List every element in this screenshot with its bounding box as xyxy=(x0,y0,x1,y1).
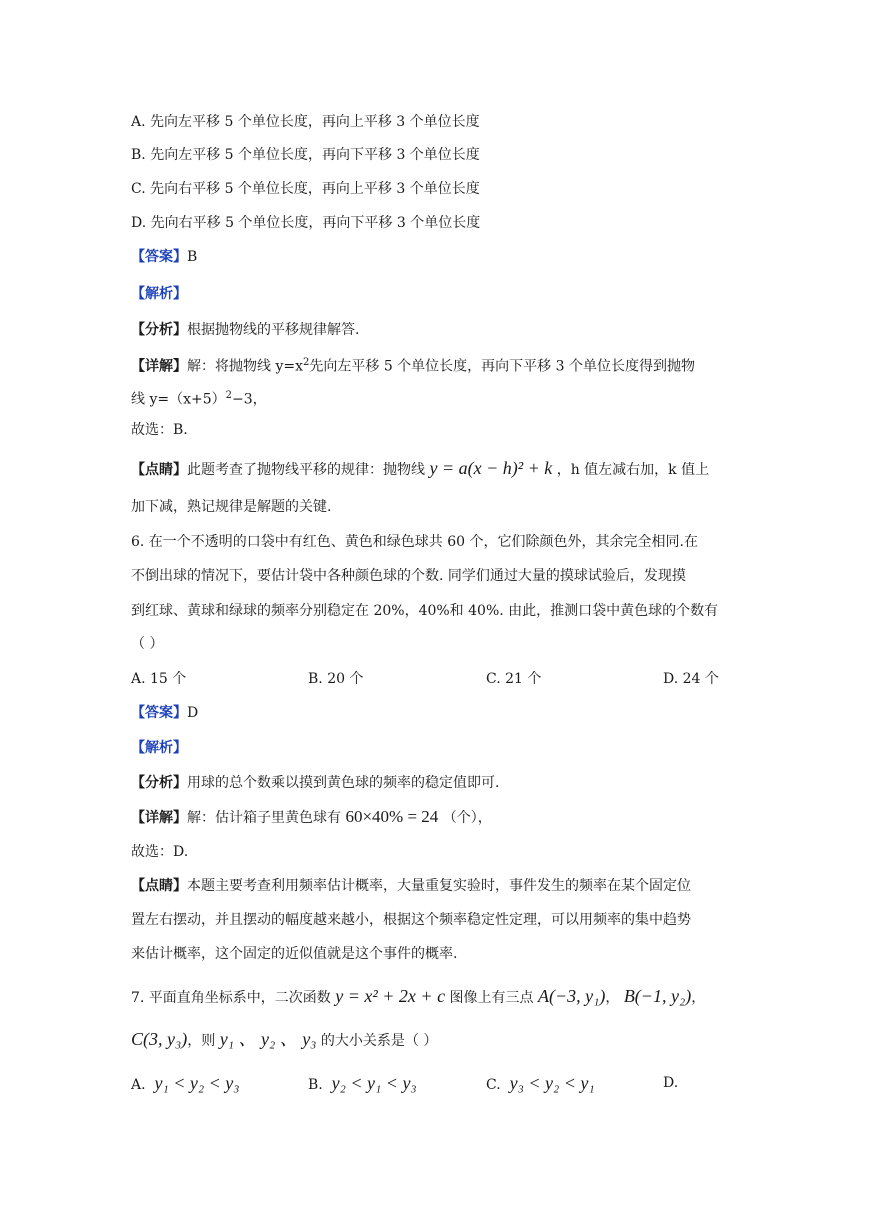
q7-comma-1: ， xyxy=(605,990,620,1006)
q5-option-d: D. 先向右平移 5 个单位长度，再向下平移 3 个单位长度 xyxy=(131,215,481,231)
q7-comma-2: ， xyxy=(691,990,706,1006)
q7-option-c-label: C. xyxy=(486,1077,501,1093)
q6-stem-3: 到红球、黄球和绿球的频率分别稳定在 20%，40%和 40%. 由此，推测口袋中黄色球的个数有 xyxy=(131,603,719,619)
q6-dianjing-3: 来估计概率，这个固定的近似值就是这个事件的概率. xyxy=(131,946,458,962)
q7-option-d-label: D. xyxy=(663,1075,679,1091)
q5-fenxi xyxy=(131,320,359,340)
xiangjie-text-b: （个）， xyxy=(442,810,492,826)
xiangjie-tag: 【详解】 xyxy=(131,358,187,375)
answer-value: D xyxy=(187,705,199,721)
q7-option-d xyxy=(663,1073,678,1093)
q7-option-c xyxy=(486,1073,595,1095)
q7-option-b-math: y₂ < y₁ < y₃ xyxy=(331,1073,417,1093)
q5-dianjing-cont: 加下减，熟记规律是解题的关键. xyxy=(131,499,332,515)
xiangjie-sup-a: 2 xyxy=(303,357,310,368)
q6-choose: 故选：D. xyxy=(131,844,189,860)
dianjing-formula: y = a(x − h)² + k xyxy=(429,458,553,478)
q7-stem-1b: 图像上有三点 xyxy=(449,990,534,1006)
q7-point-b: B(−1, y₂) xyxy=(623,986,692,1006)
q6-answer xyxy=(131,703,198,723)
xiangjie-text-d: −3， xyxy=(232,391,267,408)
q5-dianjing xyxy=(131,458,709,480)
xiangjie-text-a: 解：估计箱子里黄色球有 xyxy=(187,810,341,826)
q7-stem-2a: ，则 xyxy=(187,1033,216,1049)
q6-analysis-heading xyxy=(131,738,187,758)
q5-analysis-heading xyxy=(131,284,187,304)
dianjing-tag: 【点睛】 xyxy=(131,878,187,894)
q6-option-d: D. 24 个 xyxy=(663,671,719,687)
fenxi-text: 用球的总个数乘以摸到黄色球的频率的稳定值即可. xyxy=(187,775,500,791)
q7-option-a xyxy=(131,1073,240,1095)
q7-function: y = x² + 2x + c xyxy=(335,986,446,1006)
fenxi-text: 根据抛物线的平移规律解答. xyxy=(187,322,360,338)
q6-stem-4: （ ） xyxy=(131,636,164,652)
q6-stem-2: 不倒出球的情况下，要估计袋中各种颜色球的个数. 同学们通过大量的摸球试验后，发现摸 xyxy=(131,568,686,584)
q5-option-b: B. 先向左平移 5 个单位长度，再向下平移 3 个单位长度 xyxy=(131,147,480,163)
q6-option-c: C. 21 个 xyxy=(486,671,542,687)
q6-stem-1: 6. 在一个不透明的口袋中有红色、黄色和绿色球共 60 个，它们除颜色外，其余完全相同.在 xyxy=(131,534,698,550)
q7-stem-1 xyxy=(131,986,705,1008)
q7-stem-2 xyxy=(131,1029,437,1051)
dianjing-tag: 【点睛】 xyxy=(131,462,187,478)
q7-option-b xyxy=(308,1073,417,1095)
xiangjie-text-a: 解：将抛物线 y=x xyxy=(187,358,303,375)
analysis-tag: 【解析】 xyxy=(131,740,187,756)
xiangjie-formula: 60×40% = 24 xyxy=(345,807,439,826)
q7-option-a-label: A. xyxy=(131,1077,146,1093)
q7-option-c-math: y₃ < y₂ < y₁ xyxy=(509,1073,595,1093)
dianjing-text-a: 此题考查了抛物线平移的规律：抛物线 xyxy=(187,462,425,478)
analysis-tag: 【解析】 xyxy=(131,286,187,302)
q5-choose: 故选：B. xyxy=(131,422,188,438)
answer-tag: 【答案】 xyxy=(131,705,187,721)
answer-tag: 【答案】 xyxy=(131,249,187,265)
q5-option-c: C. 先向右平移 5 个单位长度，再向上平移 3 个单位长度 xyxy=(131,181,480,197)
q6-option-a: A. 15 个 xyxy=(131,671,187,687)
xiangjie-tag: 【详解】 xyxy=(131,810,187,826)
q7-point-c: C(3, y₃) xyxy=(131,1029,188,1049)
q7-point-a: A(−3, y₁) xyxy=(537,986,606,1006)
xiangjie-text-c: 线 y=（x+5） xyxy=(131,391,226,408)
q7-option-b-label: B. xyxy=(308,1077,323,1093)
q5-xiangjie-cont xyxy=(131,386,267,410)
q7-stem-2b: 的大小关系是（ ） xyxy=(320,1033,438,1049)
q7-option-a-math: y₁ < y₂ < y₃ xyxy=(154,1073,240,1093)
q6-xiangjie xyxy=(131,807,492,828)
q7-stem-1a: 7. 平面直角坐标系中，二次函数 xyxy=(131,990,331,1006)
dianjing-text-1: 本题主要考查利用频率估计概率，大量重复实验时，事件发生的频率在某个固定位 xyxy=(187,878,691,894)
xiangjie-text-b: 先向左平移 5 个单位长度，再向下平移 3 个单位长度得到抛物 xyxy=(309,358,695,375)
q6-fenxi xyxy=(131,773,499,793)
fenxi-tag: 【分析】 xyxy=(131,775,187,791)
q6-dianjing-1 xyxy=(131,876,691,896)
q6-option-b: B. 20 个 xyxy=(308,671,364,687)
q5-option-a: A. 先向左平移 5 个单位长度，再向上平移 3 个单位长度 xyxy=(131,114,480,130)
q5-answer xyxy=(131,247,197,267)
xiangjie-sup-c: 2 xyxy=(225,390,232,401)
fenxi-tag: 【分析】 xyxy=(131,322,187,338)
answer-value: B xyxy=(187,249,198,265)
q7-vars: y₁ 、 y₂ 、 y₃ xyxy=(219,1029,317,1049)
q6-dianjing-2: 置左右摆动，并且摆动的幅度越来越小，根据这个频率稳定性定理，可以用频率的集中趋势 xyxy=(131,912,691,928)
q5-xiangjie xyxy=(131,353,695,377)
dianjing-text-b: ，h 值左减右加，k 值上 xyxy=(556,462,710,478)
